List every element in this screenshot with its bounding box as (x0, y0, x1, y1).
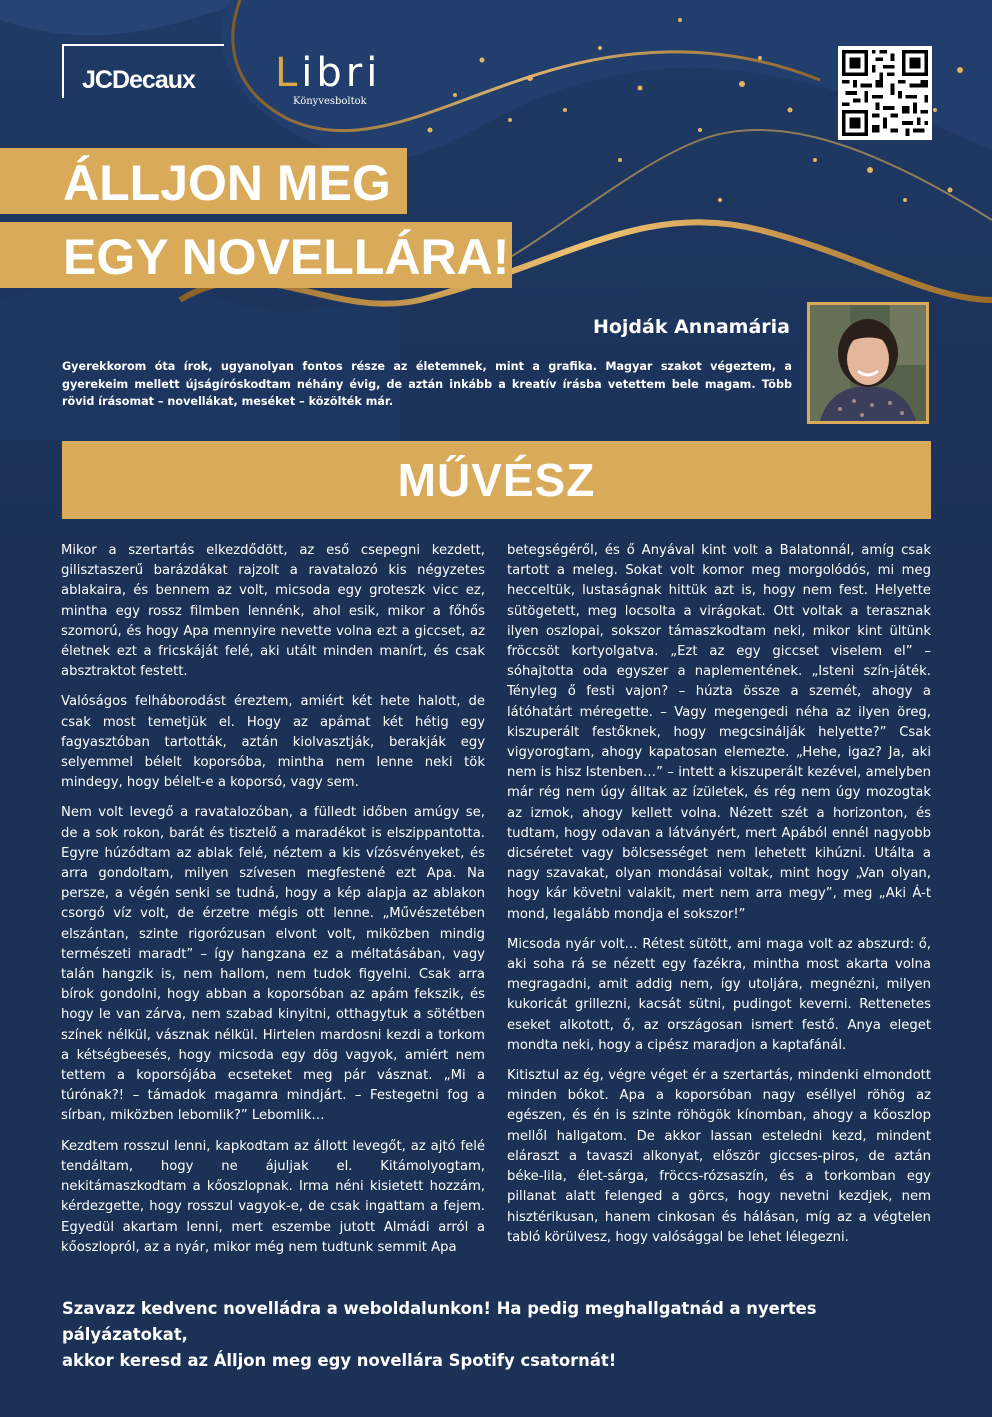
headline-banner-line1 (0, 148, 407, 214)
story-paragraph: Valóságos felháborodást éreztem, amiért két hete halott, de csak most temetjük el. Hogy az apámat két hétig egy fagyasztóban tartották, aztán kiolvasztják, berakják egy selyemmel bélelt koporsóba, mintha nem lenne neki tök mindegy, hogy bélelt-e a koporsó, vagy sem. (61, 694, 485, 791)
story-paragraph: Nem volt levegő a ravatalozóban, a fülledt időben amúgy se, de a sok rokon, barát és tisztelő a maradékot is elszippantotta. Egyre húzódtam az ablak felé, néztem a kis vízósvényeket, és arra gondoltam, milyen szívesen megfestené ezt Apa. Na persze, a végén senki se tudná, hogy a kép alapja az ablakon csorgó víz volt, de érzetre mégis ott lenne. „Művészetében elszántan, szinte rigorózusan elvont volt, miközben mindig természeti maradt” – így hangzana ez a méltatásában, vagy talán hangzik is, nem hallom, nem tudok figyelni. Csak arra bírok gondolni, hogy abban a koporsóban az apám fekszik, és hogy le van zárva, nem szabad kinyitni, otthagytuk a sötétben színek nélkül, vásznak nélkül. Hirtelen mardosni kezdi a torkom a kétségbeesés, hogy micsoda egy dög vagyok, amiért nem tettem a koporsójába ecseteket meg pár vásznat. „Mi a túrónak?! – támadok magamra mindjárt. – Festegetni fog a sírban, miközben lebomlik?” Lebomlik… (61, 805, 485, 1124)
jcdecaux-logo (62, 44, 224, 98)
footer-line1: Szavazz kedvenc novelládra a weboldalunkon! Ha pedig meghallgatnád a nyertes pályázatokat, (62, 1299, 817, 1344)
libri-logo-rest: ibri (301, 50, 382, 96)
story-paragraph: Kitisztul az ég, végre véget ér a szertartás, mindenki elmondott minden bókot. Apa a koporsóban nagy eséllyel röhög az egészen, és én is szinte röhögök kínomban, ahogy a kőoszlop mellől hallgatom. De akkor lassan esteledni kezd, mindent eláraszt a tavaszi alkonyat, először giccses-piros, de aztán béke-lila, élet-sárga, fröccs-rózsaszín, és a torkomban egy pillanat alatt felenged a görcs, hogy nevetni kezdjek, nem hisztérikusan, hanem cinkosan és hálásan, míg az a végtelen tabló körülvesz, hogy valósággal be lehet lélegezni. (507, 1068, 931, 1245)
story-paragraph: betegségéről, és ő Anyával kint volt a Balatonnál, amíg csak tartott a meleg. Sokat volt komor meg morgolódós, mi meg hecceltük, lustaságnak hittük azt is, hogy nem fest. Helyette sütögetett, meg locsolta a virágokat. Ott voltak a terasznak ilyen oszlopai, sokszor támaszkodtam neki, mikor kint ültünk fröccsöt kortyolgatva. „Ezt az egy giccset viselem el” – sóhajtotta oda egyszer a naplementének. „Isteni szín-játék. Tényleg ő festi vajon? – húzta össze a szemét, ahogy a látóhatárt méregette. – Vagy megengedi néha az ilyen öreg, kiszuperált festőknek, hogy megcsinálják helyette?” Csak vigyorogtam, ahogy kapatosan elemezte. „Hehe, igaz? Ja, aki nem is hisz Istenben…” – intett a kiszuperált kezével, amelyben már rég nem úgy álltak az ízületek, és rég nem úgy mozogtak az izmok, ahogy kellett volna. Nézett szét a horizonton, és tudtam, hogy odavan a látványért, mert Apából ennél nagyobb dicséretet vagy bölcsességet nem lehetett kihúzni. Utálta a nagy szavakat, olyan mondásai voltak, mint hogy „Van olyan, hogy kár követni valakit, mert nem arra megy”, meg „Aki Á-t mond, legalább mondja el sokszor!” (507, 543, 931, 922)
libri-logo-first-letter: L (275, 50, 302, 96)
headline-line1: ÁLLJON MEG (63, 155, 391, 211)
qr-code-icon[interactable] (838, 46, 932, 140)
footer-line2: akkor keresd az Álljon meg egy novellára Spotify csatornát! (62, 1351, 617, 1370)
author-photo (807, 302, 929, 424)
author-bio: Gyerekkorom óta írok, ugyanolyan fontos része az életemnek, mint a grafika. Magyar szakot végeztem, a gyerekeim mellett újságíróskodtam néhány évig, de aztán inkább a kreatív írásba vetettem bele magam. Több rövid írásomat – novellákat, meséket – közölték már. (62, 360, 792, 408)
author-name: Hojdák Annamária (592, 316, 790, 338)
headline-line2: EGY NOVELLÁRA! (63, 229, 510, 285)
story-paragraph: Mikor a szertartás elkezdődött, az eső csepegni kezdett, gilisztaszerű barázdákat rajzolt a ravatalozó kis négyzetes ablakaira, és bennem az volt, micsoda egy groteszk vicc ez, mintha egy rossz filmben lennénk, ahol esik, mikor a főhős szomorú, és hogy Apa mennyire nevette volna ezt a giccset, az életnek ezt a fricskáját felé, aki utált minden manírt, és csak absztraktot festett. (61, 543, 485, 680)
story-title: MŰVÉSZ (397, 454, 596, 506)
headline-banner-line2 (0, 222, 512, 288)
libri-logo-wordmark (275, 50, 381, 96)
story-column-left (61, 541, 485, 1268)
footer-call-to-action (62, 1296, 942, 1374)
story-paragraph: Kezdtem rosszul lenni, kapkodtam az állott levegőt, az ajtó felé tendáltam, hogy ne ájuljak el. Kitámolyogtam, nekitámaszkodtam a kőoszlopnak. Irma néni kisietett hozzám, kérdezgette, hogy rosszul vagyok-e, de csak ingattam a fejem. Egyedül akartam lenni, mert eszembe jutott Almádi arról a kőoszlopról, az a nyár, mikor még nem tudtunk semmit Apa (61, 1138, 485, 1255)
story-column-right (507, 541, 931, 1258)
story-paragraph: Micsoda nyár volt… Rétest sütött, ami maga volt az abszurd: ő, aki soha rá se nézett egy fazékra, mintha most akarta volna megragadni, amit addig nem, így utoljára, megnézni, milyen kukoricát grillezni, kacsát sütni, pudingot keverni. Rettenetes eseket alkotott, ő, az országosan ismert festő. Anya eleget mondta neki, hogy a cipész maradjon a kaptafánál. (507, 936, 931, 1053)
story-title-banner (62, 441, 931, 519)
libri-logo-subtitle: Könyvesboltok (293, 96, 367, 107)
libri-logo (275, 50, 395, 110)
jcdecaux-logo-text: JCDecaux (82, 66, 195, 94)
